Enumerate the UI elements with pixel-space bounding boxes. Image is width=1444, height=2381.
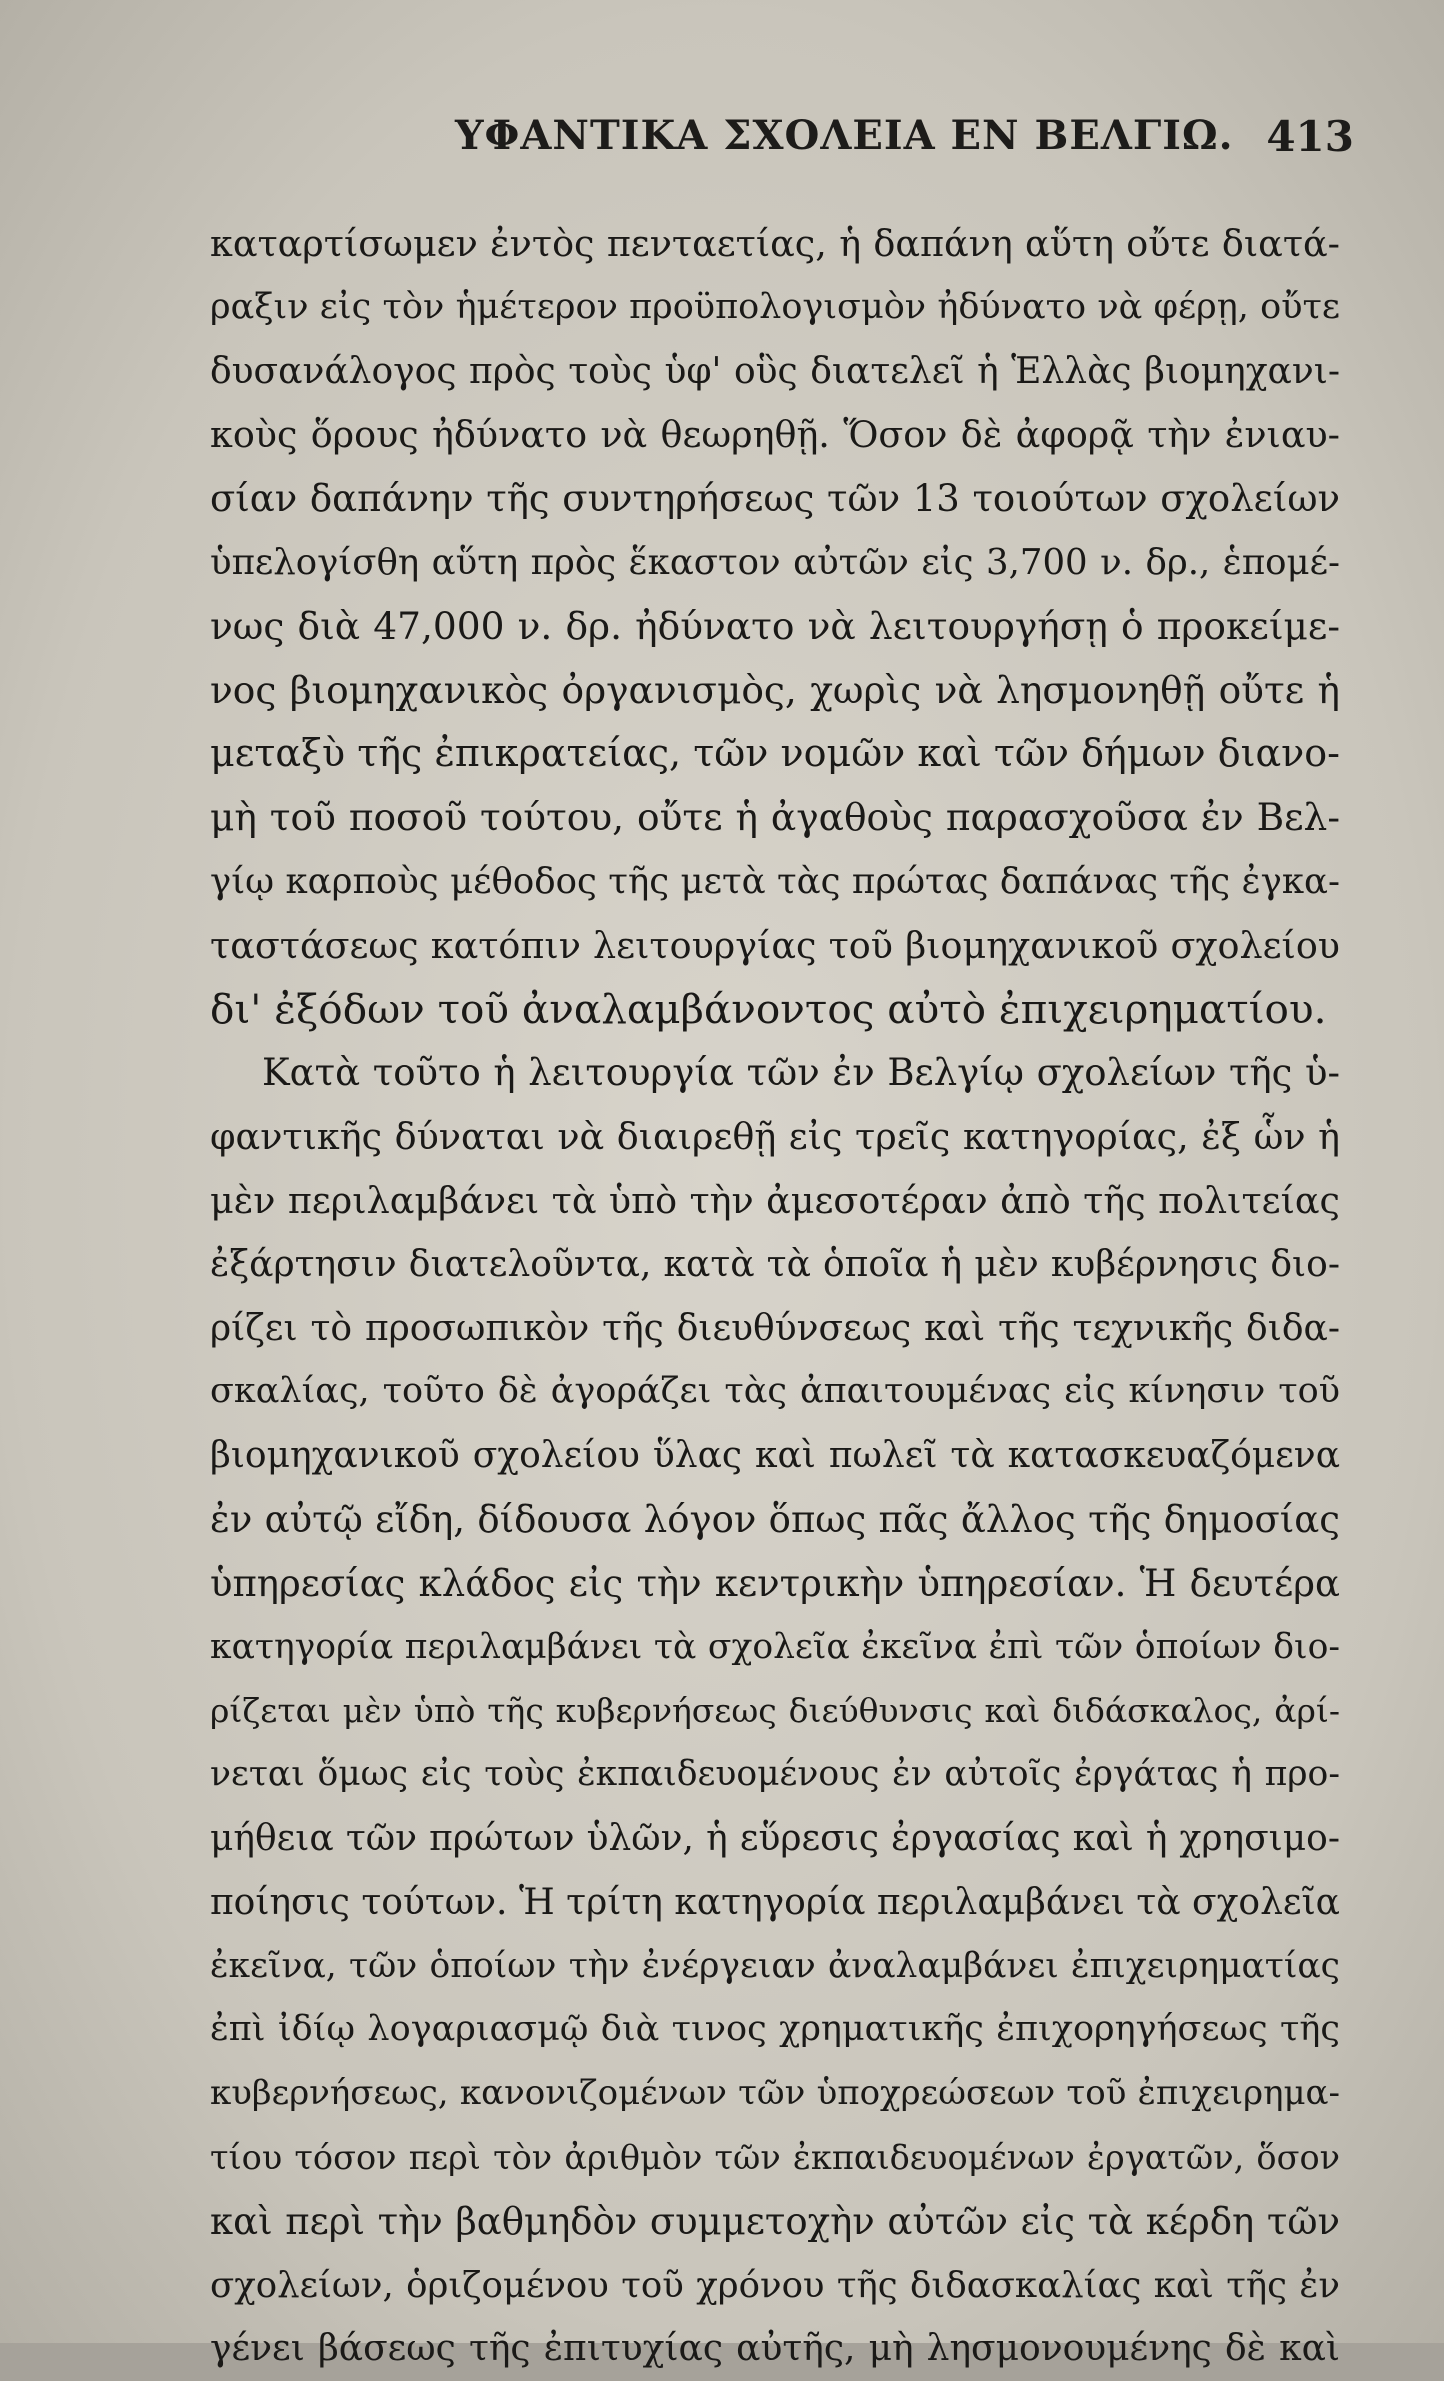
text-line: ρίζεται μὲν ὑπὸ τῆς κυβερνήσεως διεύθυνσις καὶ διδάσκαλος, ἀρί- [210, 1691, 1340, 1731]
text-line: ρίζει τὸ προσωπικὸν τῆς διευθύνσεως καὶ τῆς τεχνικῆς διδα- [210, 1307, 1340, 1349]
text-line: μεταξὺ τῆς ἐπικρατείας, τῶν νομῶν καὶ τῶν δήμων διανο- [210, 731, 1340, 776]
text-line: μὲν περιλαμβάνει τὰ ὑπὸ τὴν ἀμεσοτέραν ἀπὸ τῆς πολιτείας [210, 1178, 1340, 1222]
text-line: γίῳ καρποὺς μέθοδος τῆς μετὰ τὰς πρώτας δαπάνας τῆς ἐγκα- [210, 860, 1340, 902]
text-line: δι' ἐξόδων τοῦ ἀναλαμβάνοντος αὐτὸ ἐπιχειρηματίου. [210, 984, 1327, 1033]
text-line: ἐν αὐτῷ εἴδη, δίδουσα λόγον ὅπως πᾶς ἄλλος τῆς δημοσίας [210, 1497, 1340, 1541]
text-line: νως διὰ 47,000 ν. δρ. ἠδύνατο νὰ λειτουργήσῃ ὁ προκείμε- [210, 603, 1340, 648]
running-title: ΥΦΑΝΤΙΚΑ ΣΧΟΛΕΙΑ ΕΝ ΒΕΛΓΙΩ. [455, 112, 1234, 159]
text-line: ὑπελογίσθη αὕτη πρὸς ἕκαστον αὐτῶν εἰς 3,700 ν. δρ., ἑπομέ- [210, 541, 1340, 583]
text-line: καταρτίσωμεν ἐντὸς πενταετίας, ἡ δαπάνη αὕτη οὔτε διατά- [210, 222, 1340, 265]
text-line: ραξιν εἰς τὸν ἡμέτερον προϋπολογισμὸν ἠδύνατο νὰ φέρῃ, οὔτε [210, 286, 1340, 327]
text-line: ἐπὶ ἰδίῳ λογαριασμῷ διὰ τινος χρηματικῆς ἐπιχορηγήσεως τῆς [210, 2009, 1340, 2050]
text-line: μὴ τοῦ ποσοῦ τούτου, οὔτε ἡ ἀγαθοὺς παρασχοῦσα ἐν Βελ- [210, 795, 1340, 840]
page-number: 413 [1266, 112, 1354, 161]
text-line: σκαλίας, τοῦτο δὲ ἀγοράζει τὰς ἀπαιτουμένας εἰς κίνησιν τοῦ [210, 1371, 1340, 1412]
text-line: ταστάσεως κατόπιν λειτουργίας τοῦ βιομηχανικοῦ σχολείου [210, 923, 1340, 967]
text-line: γένει βάσεως τῆς ἐπιτυχίας αὐτῆς, μὴ λησμονουμένης δὲ καὶ [210, 2328, 1340, 2370]
text-line: σίαν δαπάνην τῆς συντηρήσεως τῶν 13 τοιούτων σχολείων [210, 477, 1340, 521]
text-line: ἐξάρτησιν διατελοῦντα, κατὰ τὰ ὁποῖα ἡ μὲν κυβέρνησις διο- [210, 1243, 1340, 1285]
text-line: ὑπηρεσίας κλάδος εἰς τὴν κεντρικὴν ὑπηρεσίαν. Ἡ δευτέρα [210, 1561, 1340, 1605]
text-line: Κατὰ τοῦτο ἡ λειτουργία τῶν ἐν Βελγίῳ σχολείων τῆς ὑ- [262, 1051, 1340, 1095]
text-line: βιομηχανικοῦ σχολείου ὕλας καὶ πωλεῖ τὰ κατασκευαζόμενα [210, 1435, 1340, 1477]
text-line: τίου τόσον περὶ τὸν ἀριθμὸν τῶν ἐκπαιδευομένων ἐργατῶν, ὅσον [210, 2137, 1340, 2177]
text-line: φαντικῆς δύναται νὰ διαιρεθῇ εἰς τρεῖς κατηγορίας, ἐξ ὧν ἡ [210, 1115, 1340, 1159]
text-line: κατηγορία περιλαμβάνει τὰ σχολεῖα ἐκεῖνα ἐπὶ τῶν ὁποίων διο- [210, 1626, 1340, 1667]
text-line: ποίησις τούτων. Ἡ τρίτη κατηγορία περιλαμβάνει τὰ σχολεῖα [210, 1881, 1340, 1923]
text-line: καὶ περὶ τὴν βαθμηδὸν συμμετοχὴν αὐτῶν εἰς τὰ κέρδη τῶν [210, 2199, 1340, 2243]
text-line: νεται ὅμως εἰς τοὺς ἐκπαιδευομένους ἐν αὐτοῖς ἐργάτας ἡ προ- [210, 1754, 1340, 1795]
text-line: μήθεια τῶν πρώτων ὑλῶν, ἡ εὕρεσις ἐργασίας καὶ ἡ χρησιμο- [210, 1817, 1340, 1859]
text-line: σχολείων, ὁριζομένου τοῦ χρόνου τῆς διδασκαλίας καὶ τῆς ἐν [210, 2264, 1340, 2306]
text-line: κοὺς ὅρους ἠδύνατο νὰ θεωρηθῇ. Ὅσον δὲ ἀφορᾷ τὴν ἐνιαυ- [210, 413, 1340, 457]
text-line: δυσανάλογος πρὸς τοὺς ὑφ' οὓς διατελεῖ ἡ Ἑλλὰς βιομηχανι- [210, 350, 1340, 392]
text-line: κυβερνήσεως, κανονιζομένων τῶν ὑποχρεώσεων τοῦ ἐπιχειρημα- [210, 2073, 1340, 2114]
page-header [200, 112, 1354, 172]
body-text [210, 212, 1340, 2381]
text-line: νος βιομηχανικὸς ὀργανισμὸς, χωρὶς νὰ λησμονηθῇ οὔτε ἡ [210, 667, 1340, 712]
text-line: ἐκεῖνα, τῶν ὁποίων τὴν ἐνέργειαν ἀναλαμβάνει ἐπιχειρηματίας [210, 1945, 1340, 1986]
